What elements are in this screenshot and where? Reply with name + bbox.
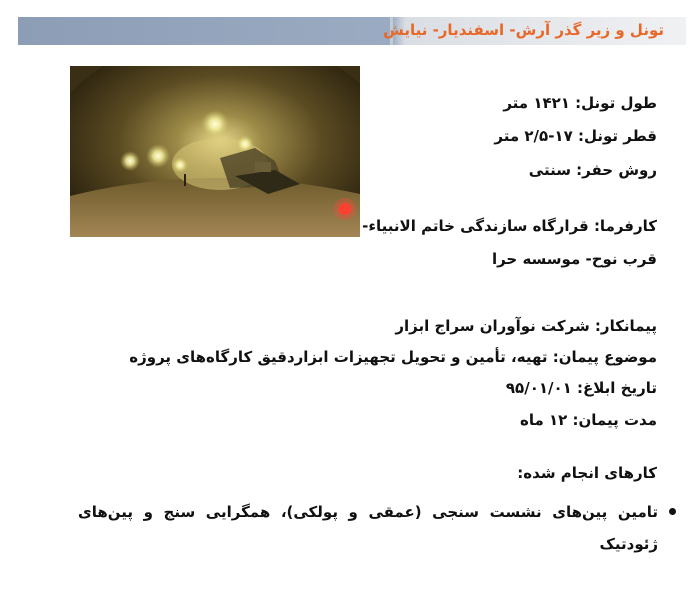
contract-duration: مدت پیمان: ۱۲ ماه [519, 411, 657, 429]
tunnel-photo-icon [70, 66, 360, 237]
title-bar [18, 17, 686, 45]
tunnel-length: طول تونل: ۱۴۲۱ متر [503, 94, 657, 112]
employer-line-1: کارفرما: قرارگاه سازندگی خاتم الانبیاء- [362, 217, 657, 235]
employer-line-2: قرب نوح- موسسه حرا [491, 250, 657, 268]
works-heading: کارهای انجام شده: [517, 464, 657, 482]
list-item: تامین پین‌های نشست سنجی (عمقی و پولکی)، همگرایی سنج و پین‌های ژئودتیک [78, 503, 658, 553]
notification-date: تاریخ ابلاغ: ۹۵/۰۱/۰۱ [505, 379, 657, 397]
excavation-method: روش حفر: سنتی [528, 161, 657, 179]
tunnel-photo [70, 66, 360, 237]
tunnel-diameter: قطر تونل: ۱۷-۲/۵ متر [494, 127, 657, 145]
works-list [78, 496, 658, 560]
contract-subject: موضوع پیمان: تهیه، تأمین و تحویل تجهیزات ابزاردقیق کارگاه‌های پروژه [129, 348, 657, 366]
bullet-icon [669, 508, 676, 515]
page-title: تونل و زیر گذر آرش- اسفندیار- نیایش [383, 21, 664, 39]
contractor: پیمانکار: شرکت نوآوران سراج ابزار [395, 317, 657, 335]
